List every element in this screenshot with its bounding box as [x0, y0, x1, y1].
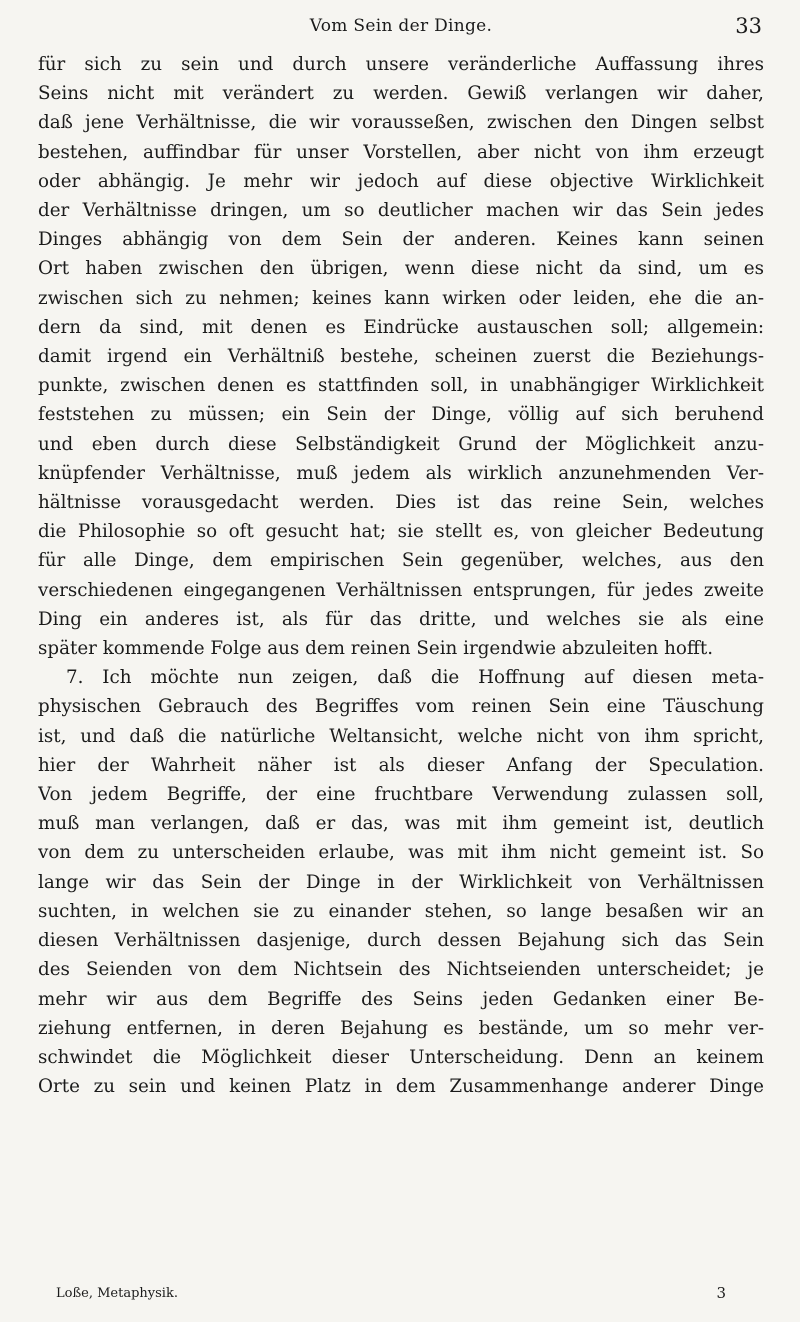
text-line: feststehen zu müssen; ein Sein der Dinge, völlig auf sich beruhend: [38, 404, 764, 426]
text-line: Dinges abhängig von dem Sein der anderen. Keines kann seinen: [38, 229, 764, 251]
text-line: lange wir das Sein der Dinge in der Wirklichkeit von Verhältnissen: [38, 871, 764, 893]
text-line: oder abhängig. Je mehr wir jedoch auf diese objective Wirklichkeit: [38, 170, 764, 192]
text-line: verschiedenen eingegangenen Verhältnissen entsprungen, für jedes zweite: [38, 579, 764, 601]
section-start-line: 7. Ich möchte nun zeigen, daß die Hoffnung auf diesen meta-: [66, 667, 764, 689]
text-line: später kommende Folge aus dem reinen Sein irgendwie abzuleiten hofft.: [38, 638, 714, 660]
text-line: diesen Verhältnissen dasjenige, durch dessen Bejahung sich das Sein: [38, 930, 764, 952]
text-line: mehr wir aus dem Begriffe des Seins jeden Gedanken einer Be-: [38, 988, 764, 1010]
text-line: suchten, in welchen sie zu einander stehen, so lange besaßen wir an: [38, 900, 764, 922]
body-text: [38, 50, 764, 1101]
page-footer: [56, 1286, 726, 1308]
text-line: und eben durch diese Selbständigkeit Grund der Möglichkeit anzu-: [38, 433, 764, 455]
text-line: von dem zu unterscheiden erlaube, was mit ihm nicht gemeint ist. So: [38, 842, 764, 864]
text-line: Ort haben zwischen den übrigen, wenn diese nicht da sind, um es: [38, 258, 764, 280]
text-line: physischen Gebrauch des Begriffes vom reinen Sein eine Täuschung: [38, 696, 764, 718]
page-number: 33: [735, 14, 762, 38]
text-line: hältnisse vorausgedacht werden. Dies ist das reine Sein, welches: [38, 492, 764, 514]
text-line: ist, und daß die natürliche Weltansicht, welche nicht von ihm spricht,: [38, 725, 764, 747]
running-title: Vom Sein der Dinge.: [309, 16, 493, 36]
text-line: knüpfender Verhältnisse, muß jedem als wirklich anzunehmenden Ver-: [38, 462, 764, 484]
text-line: ziehung entfernen, in deren Bejahung es bestände, um so mehr ver-: [38, 1017, 764, 1039]
text-line: schwindet die Möglichkeit dieser Unterscheidung. Denn an keinem: [38, 1046, 764, 1068]
text-line: für sich zu sein und durch unsere veränderliche Auffassung ihres: [38, 54, 764, 75]
text-line: punkte, zwischen denen es stattfinden soll, in unabhängiger Wirklichkeit: [38, 375, 764, 397]
text-line: Seins nicht mit verändert zu werden. Gewiß verlangen wir daher,: [38, 83, 764, 105]
text-line: bestehen, auffindbar für unser Vorstellen, aber nicht von ihm erzeugt: [38, 141, 764, 163]
signature-mark: 3: [716, 1284, 726, 1302]
text-line: Orte zu sein und keinen Platz in dem Zusammenhange anderer Dinge: [38, 1076, 764, 1098]
text-line: Von jedem Begriffe, der eine fruchtbare Verwendung zulassen soll,: [38, 784, 764, 806]
text-line: des Seienden von dem Nichtsein des Nichtseienden unterscheidet; je: [38, 959, 764, 981]
text-line: die Philosophie so oft gesucht hat; sie stellt es, von gleicher Bedeutung: [38, 521, 764, 543]
text-line: Ding ein anderes ist, als für das dritte, und welches sie als eine: [38, 608, 764, 630]
text-line: muß man verlangen, daß er das, was mit ihm gemeint ist, deutlich: [38, 813, 764, 835]
text-line: der Verhältnisse dringen, um so deutlicher machen wir das Sein jedes: [38, 200, 764, 222]
text-line: hier der Wahrheit näher ist als dieser Anfang der Speculation.: [38, 754, 764, 776]
text-line: dern da sind, mit denen es Eindrücke austauschen soll; allgemein:: [38, 316, 764, 338]
running-head: [38, 14, 764, 44]
printer-signature: Loße, Metaphysik.: [56, 1286, 178, 1301]
text-line: daß jene Verhältnisse, die wir vorausseßen, zwischen den Dingen selbst: [38, 112, 764, 134]
text-line: zwischen sich zu nehmen; keines kann wirken oder leiden, ehe die an-: [38, 287, 764, 309]
text-line: für alle Dinge, dem empirischen Sein gegenüber, welches, aus den: [38, 550, 764, 572]
text-line: damit irgend ein Verhältniß bestehe, scheinen zuerst die Beziehungs-: [38, 346, 764, 368]
